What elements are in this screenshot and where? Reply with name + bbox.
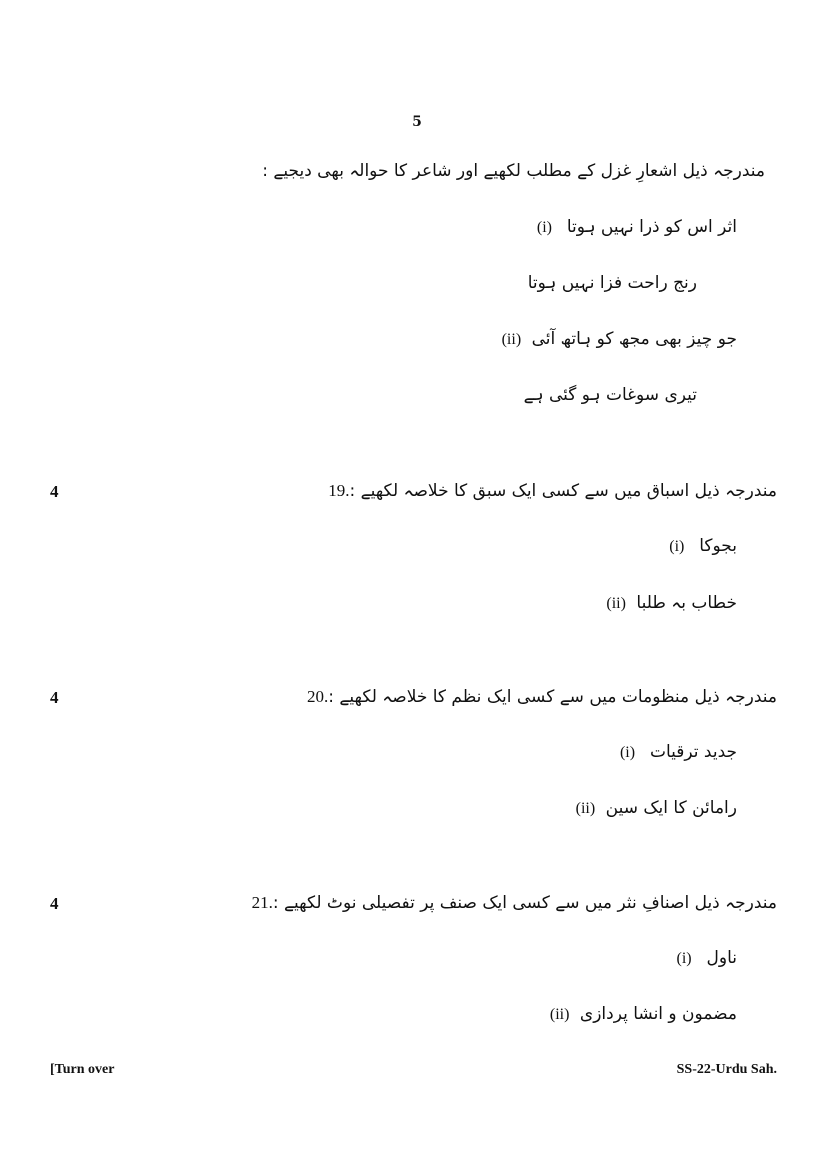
couplet-line: رنج راحت فزا نہیں ہوتا [527,273,697,293]
option-text: جدید ترقیات [649,742,737,762]
couplet-line: جو چیز بھی مجھ کو ہاتھ آئی [531,329,737,349]
question-number: 20. [307,687,329,706]
option-item [542,1004,737,1024]
option-text: رامائن کا ایک سین [605,798,737,818]
page-number: 5 [412,114,422,130]
question-number: 19. [328,481,350,500]
question-text: مندرجہ ذیل اسباق میں سے کسی ایک سبق کا خلاصہ لکھیے : [349,481,777,501]
option-text: خطاب بہ طلبا [636,593,737,613]
option-item [612,742,737,762]
option-label: (ii) [606,595,626,612]
footer-paper-code: SS-22-Urdu Sah. [676,1062,777,1077]
question-text: مندرجہ ذیل اصنافِ نثر میں سے کسی ایک صنف پر تفصیلی نوٹ لکھیے : [272,893,777,913]
question-text: مندرجہ ذیل منظومات میں سے کسی ایک نظم کا خلاصہ لکھیے : [328,687,777,707]
option-item [669,948,737,968]
couplet-label: (ii) [501,331,522,348]
couplet-instruction: مندرجہ ذیل اشعارِ غزل کے مطلب لکھیے اور شاعر کا حوالہ بھی دیجیے : [262,161,765,181]
option-label: (i) [619,744,636,761]
couplet-line: تیری سوغات ہو گئی ہے [523,385,697,405]
couplet-2 [494,328,737,349]
option-item [661,536,737,556]
question-21 [244,892,777,913]
question-number: 21. [251,893,273,912]
question-marks: 4 [50,688,59,707]
option-label: (ii) [575,800,596,817]
option-text: ناول [706,948,737,968]
option-text: بجوکا [699,536,737,556]
option-label: (ii) [549,1006,570,1023]
question-20 [299,686,777,707]
footer-turn-over: [Turn over [50,1062,115,1077]
option-label: (i) [669,538,685,555]
couplet-label: (i) [536,219,552,236]
question-marks: 4 [50,894,59,913]
option-item [568,798,737,818]
option-label: (i) [676,950,692,967]
option-item [598,592,737,613]
couplet-line: اثر اس کو ذرا نہیں ہوتا [566,217,737,237]
option-text: مضمون و انشا پردازی [579,1004,737,1024]
question-19 [320,480,777,501]
question-marks: 4 [50,482,59,501]
couplet-1 [529,216,737,237]
